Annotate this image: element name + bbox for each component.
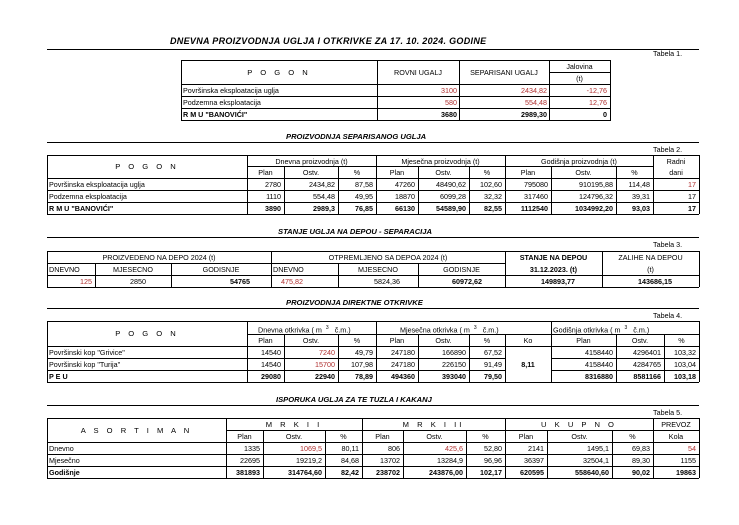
t3-h-godisnje: GODISNJE bbox=[202, 265, 240, 274]
t1-row-name: R M U "BANOVIĆI" bbox=[183, 110, 248, 119]
t3-zalihe-value: 143686,15 bbox=[638, 277, 672, 286]
t5-cell-uo: 1495,1 bbox=[587, 444, 609, 453]
t4-cell-do: 7240 bbox=[319, 348, 335, 357]
table3-label: Tabela 3. bbox=[653, 240, 683, 249]
t4-h-plan: Plan bbox=[389, 336, 405, 345]
t5-cell-m1p: 1335 bbox=[244, 444, 260, 453]
t4-cell-mpct: 79,50 bbox=[484, 372, 502, 381]
t5-cell-upct: 69,83 bbox=[632, 444, 650, 453]
t5-row-name: Mjesečno bbox=[49, 456, 80, 465]
t4-cell-do: 22940 bbox=[315, 372, 335, 381]
t3-header-proizvedeno: PROIZVEDENO NA DEPO 2024 (t) bbox=[102, 253, 216, 262]
t2-row-name: Površinska eksploatacija uglja bbox=[49, 180, 145, 189]
t4-cell-gpct: 103,04 bbox=[674, 360, 696, 369]
t5-cell-m1p: 381893 bbox=[236, 468, 260, 477]
t5-cell-uo: 558640,60 bbox=[575, 468, 609, 477]
t1-row-name: Podzemna eksploatacija bbox=[183, 98, 261, 107]
t5-h-ostv: Ostv. bbox=[285, 432, 303, 441]
t3-header-stanje-date: 31.12.2023. (t) bbox=[529, 265, 578, 274]
t3-otprem-godisnje: 60972,62 bbox=[452, 277, 482, 286]
t4-cell-go: 4284765 bbox=[633, 360, 661, 369]
t5-row-name: Godišnje bbox=[49, 468, 80, 477]
t1-cell: 580 bbox=[445, 98, 457, 107]
t2-cell-dpct: 49,95 bbox=[355, 192, 373, 201]
t4-cell-mo: 226150 bbox=[442, 360, 466, 369]
t2-cell-go: 124796,32 bbox=[579, 192, 613, 201]
t4-cell-gp: 8316880 bbox=[585, 372, 613, 381]
t2-cell-do: 554,48 bbox=[313, 192, 335, 201]
t5-cell-m2p: 13702 bbox=[380, 456, 400, 465]
t3-header-zalihe-unit: (t) bbox=[647, 265, 654, 274]
t5-cell-uo: 32504,1 bbox=[583, 456, 609, 465]
t4-cell-mo: 166890 bbox=[442, 348, 466, 357]
table2-label: Tabela 2. bbox=[653, 145, 683, 154]
t4-cell-dp: 14540 bbox=[261, 348, 281, 357]
t2-cell-dp: 2780 bbox=[265, 180, 281, 189]
t4-section-title: PROIZVODNJA DIREKTNE OTKRIVKE bbox=[286, 298, 423, 307]
t5-cell-up: 36397 bbox=[524, 456, 544, 465]
t2-cell-gp: 1112540 bbox=[520, 204, 548, 213]
t2-cell-go: 910195,88 bbox=[579, 180, 613, 189]
t4-cell-gp: 4158440 bbox=[585, 360, 613, 369]
t1-cell: 2434,82 bbox=[521, 86, 547, 95]
t5-h-pct: % bbox=[482, 432, 489, 441]
t4-cell-mpct: 67,52 bbox=[484, 348, 502, 357]
t2-cell-gp: 795080 bbox=[524, 180, 548, 189]
t5-h-plan: Plan bbox=[518, 432, 534, 441]
t4-cell-mp: 247180 bbox=[391, 348, 415, 357]
t1-header-jalovina: Jalovina bbox=[566, 62, 593, 71]
t3-proizv-mjesecno: 2850 bbox=[130, 277, 146, 286]
t2-cell-gpct: 93,03 bbox=[632, 204, 650, 213]
t2-cell-mo: 6099,28 bbox=[440, 192, 466, 201]
t5-cell-m1pct: 80,11 bbox=[341, 444, 359, 453]
t2-header-godisnja: Godišnja proizvodnja (t) bbox=[541, 157, 617, 166]
t3-section-title: STANJE UGLJA NA DEPOU - SEPARACIJA bbox=[278, 227, 433, 236]
t5-cell-m1o: 19219,2 bbox=[296, 456, 322, 465]
t4-header-dnevna: Dnevna otkrivka ( m $^3$ č.m.) bbox=[258, 325, 351, 335]
t4-h-ko: Ko bbox=[523, 336, 533, 345]
t5-h-ostv: Ostv. bbox=[426, 432, 443, 441]
t4-h-pct: % bbox=[353, 336, 361, 345]
t4-cell-do: 15700 bbox=[315, 360, 335, 369]
t1-header-rovni: ROVNI UGALJ bbox=[394, 68, 442, 77]
t2-h-ostv: Ostv. bbox=[302, 168, 320, 177]
t5-cell-upct: 89,30 bbox=[632, 456, 650, 465]
t4-header-godisnja: Godišnja otkrivka ( m $^3$ č.m.) bbox=[553, 325, 650, 335]
t5-cell-m2o: 243876,00 bbox=[429, 468, 463, 477]
t1-header-jalovina-unit: (t) bbox=[576, 74, 583, 83]
t1-cell: 3100 bbox=[441, 86, 457, 95]
t5-cell-m1pct: 84,68 bbox=[341, 456, 359, 465]
t2-header-dnevna: Dnevna proizvodnja (t) bbox=[275, 157, 348, 166]
t2-cell-mo: 48490,62 bbox=[436, 180, 466, 189]
t4-cell-dpct: 49,79 bbox=[355, 348, 373, 357]
t2-cell-mo: 54589,90 bbox=[436, 204, 466, 213]
t4-cell-gpct: 103,32 bbox=[674, 348, 696, 357]
t5-cell-kola: 54 bbox=[688, 444, 696, 453]
t1-header-pogon: P O G O N bbox=[247, 68, 311, 77]
t5-cell-kola: 19863 bbox=[676, 468, 696, 477]
t2-cell-mp: 18870 bbox=[395, 192, 415, 201]
t4-cell-mo: 393040 bbox=[442, 372, 466, 381]
t2-h-pct: % bbox=[483, 168, 491, 177]
t4-h-ostv: Ostv. bbox=[302, 336, 320, 345]
t3-otprem-mjesecno: 5824,36 bbox=[374, 277, 400, 286]
t4-cell-dp: 14540 bbox=[261, 360, 281, 369]
t5-header-mrki2: M R K I II bbox=[402, 420, 465, 429]
t2-header-pogon: P O G O N bbox=[115, 162, 179, 171]
t5-cell-m2pct: 52,80 bbox=[484, 444, 502, 453]
t2-cell-mp: 66130 bbox=[395, 204, 415, 213]
t2-cell-rd: 17 bbox=[688, 192, 696, 201]
t1-row-name: Površinska eksploatacija uglja bbox=[183, 86, 279, 95]
t2-cell-rd: 17 bbox=[688, 204, 696, 213]
t4-cell-dpct: 78,89 bbox=[355, 372, 373, 381]
t3-h-dnevno: DNEVNO bbox=[273, 265, 304, 274]
t2-cell-do: 2434,82 bbox=[309, 180, 335, 189]
t4-h-pct: % bbox=[678, 336, 685, 345]
t2-cell-rd: 17 bbox=[688, 180, 696, 189]
t1-cell: -12,76 bbox=[586, 86, 607, 95]
t2-cell-do: 2989,3 bbox=[313, 204, 335, 213]
t2-section-title: PROIZVODNJA SEPARISANOG UGLJA bbox=[286, 132, 427, 141]
t1-cell: 12,76 bbox=[589, 98, 607, 107]
t5-h-pct: % bbox=[340, 432, 347, 441]
t5-cell-m2pct: 96,96 bbox=[484, 456, 502, 465]
t3-proizv-godisnje: 54765 bbox=[230, 277, 250, 286]
t2-cell-dp: 3890 bbox=[265, 204, 281, 213]
t2-row-name: Podzemna eksploatacija bbox=[49, 192, 127, 201]
t4-ko-value: 8,11 bbox=[521, 360, 535, 369]
t5-cell-up: 620595 bbox=[520, 468, 544, 477]
t4-h-ostv: Ostv. bbox=[435, 336, 452, 345]
t5-header-kola: Kola bbox=[668, 432, 684, 441]
t2-cell-mp: 47260 bbox=[395, 180, 415, 189]
t5-header-asortiman: A S O R T I M A N bbox=[80, 426, 193, 435]
t5-header-prevoz: PREVOZ bbox=[661, 420, 691, 429]
t5-cell-up: 2141 bbox=[528, 444, 544, 453]
t4-cell-go: 8581166 bbox=[633, 372, 661, 381]
t2-cell-gp: 317460 bbox=[524, 192, 548, 201]
t2-header-mjesecna: Mjesečna proizvodnja (t) bbox=[401, 157, 480, 166]
t3-h-godisnje: GODISNJE bbox=[443, 265, 480, 274]
t1-cell: 554,48 bbox=[525, 98, 547, 107]
t2-cell-dp: 1110 bbox=[266, 192, 281, 201]
t4-cell-dp: 29080 bbox=[261, 372, 281, 381]
table4-label: Tabela 4. bbox=[653, 311, 683, 320]
t3-h-dnevno: DNEVNO bbox=[49, 265, 80, 274]
t4-cell-mp: 247180 bbox=[391, 360, 415, 369]
t2-cell-gpct: 39,31 bbox=[632, 192, 650, 201]
t4-row-name: P E U bbox=[49, 372, 68, 381]
t4-header-mjesecna: Mjesečna otkrivka ( m $^3$ č.m.) bbox=[400, 325, 499, 335]
t2-cell-mpct: 82,55 bbox=[484, 204, 502, 213]
t5-cell-upct: 90,02 bbox=[632, 468, 650, 477]
t4-h-plan: Plan bbox=[258, 336, 273, 345]
t2-header-radni: Radni bbox=[666, 157, 686, 166]
t5-h-plan: Plan bbox=[375, 432, 390, 441]
t4-h-pct: % bbox=[483, 336, 491, 345]
table5-label: Tabela 5. bbox=[653, 408, 683, 417]
t2-cell-gpct: 114,48 bbox=[628, 180, 650, 189]
t2-cell-dpct: 76,85 bbox=[355, 204, 373, 213]
t3-proizv-dnevno: 125 bbox=[80, 277, 92, 286]
t2-h-pct: % bbox=[631, 168, 638, 177]
t5-cell-m2pct: 102,17 bbox=[480, 468, 502, 477]
table1-label: Tabela 1. bbox=[653, 49, 683, 58]
t5-row-name: Dnevno bbox=[49, 444, 74, 453]
t5-cell-kola: 1155 bbox=[680, 456, 696, 465]
t3-header-zalihe: ZALIHE NA DEPOU bbox=[618, 253, 683, 262]
t2-h-plan: Plan bbox=[258, 168, 273, 177]
t4-cell-dpct: 107,98 bbox=[351, 360, 373, 369]
t4-row-name: Površinski kop "Turija" bbox=[49, 360, 121, 369]
t5-cell-m2o: 13284,9 bbox=[437, 456, 463, 465]
t2-h-pct: % bbox=[353, 168, 361, 177]
t1-cell: 3680 bbox=[441, 110, 457, 119]
t3-header-otpremljeno: OTPREMLJENO SA DEPOA 2024 (t) bbox=[328, 253, 448, 262]
t2-h-plan: Plan bbox=[389, 168, 405, 177]
t2-row-name: R M U "BANOVIĆI" bbox=[49, 204, 114, 213]
t4-cell-gpct: 103,18 bbox=[674, 372, 696, 381]
t5-cell-m2p: 806 bbox=[388, 444, 400, 453]
t2-cell-dpct: 87,58 bbox=[355, 180, 373, 189]
t5-cell-m2p: 238702 bbox=[376, 468, 400, 477]
t3-otprem-dnevno: 475,82 bbox=[281, 277, 303, 286]
t2-h-plan: Plan bbox=[520, 168, 536, 177]
t2-header-dani: dani bbox=[669, 168, 683, 177]
title-rule bbox=[47, 49, 699, 50]
t4-cell-mp: 494360 bbox=[391, 372, 415, 381]
t3-h-mjesecno: MJESECNO bbox=[113, 265, 153, 274]
t2-cell-go: 1034992,20 bbox=[575, 204, 613, 213]
t1-header-separisani: SEPARISANI UGALJ bbox=[470, 68, 538, 77]
t5-cell-m2o: 425,6 bbox=[445, 444, 463, 453]
t5-header-mrki1: M R K I I bbox=[265, 420, 323, 429]
t5-header-ukupno: U K U P N O bbox=[541, 420, 617, 429]
t4-row-name: Površinski kop "Grivice" bbox=[49, 348, 125, 357]
t2-cell-mpct: 32,32 bbox=[484, 192, 502, 201]
t4-cell-go: 4296401 bbox=[633, 348, 661, 357]
t5-cell-m1o: 314764,60 bbox=[288, 468, 322, 477]
t3-h-mjesecno: MJESECNO bbox=[358, 265, 398, 274]
t5-h-plan: Plan bbox=[237, 432, 252, 441]
t5-h-pct: % bbox=[629, 432, 636, 441]
t2-h-ostv: Ostv. bbox=[435, 168, 452, 177]
t2-h-ostv: Ostv. bbox=[575, 168, 592, 177]
t4-cell-gp: 4158440 bbox=[585, 348, 613, 357]
t5-h-ostv: Ostv. bbox=[571, 432, 588, 441]
t3-header-stanje: STANJE NA DEPOU bbox=[519, 253, 588, 262]
t1-cell: 0 bbox=[603, 110, 607, 119]
t4-h-ostv: Ostv. bbox=[631, 336, 649, 345]
t5-section-title: ISPORUKA UGLJA ZA TE TUZLA I KAKANJ bbox=[276, 395, 432, 404]
t2-cell-mpct: 102,60 bbox=[480, 180, 502, 189]
t1-cell: 2989,30 bbox=[521, 110, 547, 119]
t4-cell-mpct: 91,49 bbox=[484, 360, 502, 369]
t5-cell-m1pct: 82,42 bbox=[341, 468, 359, 477]
t5-cell-m1o: 1069,5 bbox=[300, 444, 322, 453]
t3-stanje-value: 149893,77 bbox=[541, 277, 575, 286]
t5-cell-m1p: 22695 bbox=[240, 456, 260, 465]
t4-h-plan: Plan bbox=[576, 336, 591, 345]
t4-header-pogon: P O G O N bbox=[115, 329, 179, 338]
report-title: DNEVNA PROIZVODNJA UGLJA I OTKRIVKE ZA 17. 10. 2024. GODINE bbox=[170, 36, 487, 46]
